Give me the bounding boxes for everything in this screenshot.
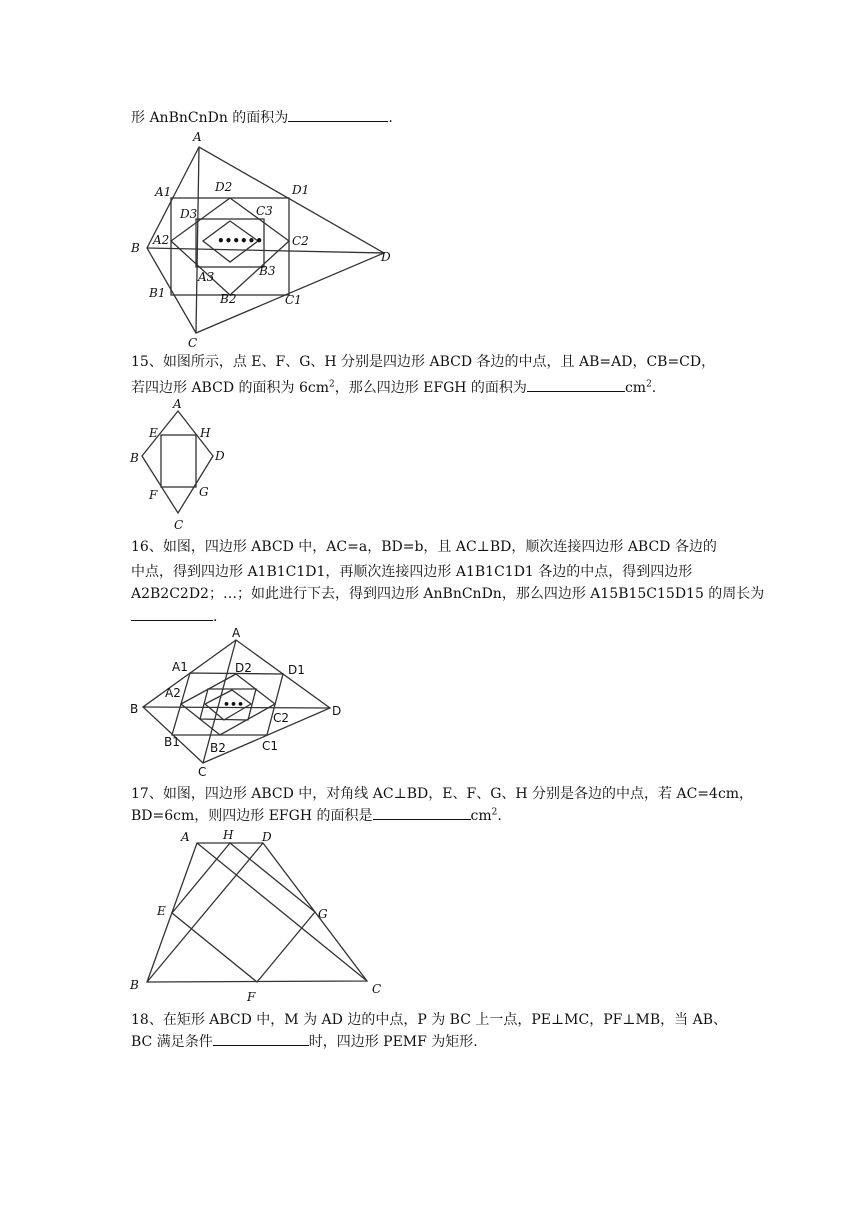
fig2-label-g: G [199, 485, 209, 499]
fig1-label-c1: C1 [285, 293, 302, 307]
q15-unit: cm [624, 380, 647, 396]
fig1-dots: •••••• [217, 234, 264, 248]
fig4-label-e: E [157, 904, 166, 918]
fig4-quad-abcd [147, 843, 367, 982]
fig3-label-c1: C1 [262, 739, 279, 753]
fig1-label-c2: C2 [292, 234, 309, 248]
fig2-label-a: A [173, 397, 182, 411]
fig2-label-h: H [200, 426, 211, 440]
fig4-label-c: C [372, 982, 382, 996]
fig3-label-a1: A1 [172, 660, 188, 674]
fig3-label-c: C [198, 765, 207, 779]
fig1-label-a: A [193, 130, 202, 144]
q17-line-1: 17、如图，四边形 ABCD 中，对角线 AC⊥BD，E、F、G、H 分别是各边的中点，若 AC=4cm， [131, 786, 754, 802]
q18-line-1: 18、在矩形 ABCD 中，M 为 AD 边的中点，P 为 BC 上一点，PE⊥MC，PF⊥MB，当 AB、 [131, 1012, 727, 1028]
fig4-label-g: G [318, 907, 328, 921]
fig3-label-c2: C2 [273, 711, 290, 725]
answer-blank-18[interactable] [213, 1031, 309, 1046]
fig2-label-c: C [174, 518, 184, 532]
q17-period: . [497, 808, 502, 824]
fig2-label-f: F [149, 488, 158, 502]
q18-line-2 [131, 1031, 731, 1053]
q15-sup-b: 2 [646, 379, 652, 390]
q18-text-a: BC 满足条件 [131, 1034, 213, 1050]
fig1-label-b2: B2 [220, 292, 237, 306]
q15-text-b: ，那么四边形 EFGH 的面积为 [334, 380, 527, 396]
q16-line-2: 中点，得到四边形 A1B1C1D1，再顺次连接四边形 A1B1C1D1 各边的中点，得到四边形 [131, 564, 693, 580]
fig4-label-h: H [223, 828, 234, 842]
fig3-label-b1: B1 [164, 735, 180, 749]
fig1-label-b: B [131, 241, 140, 255]
fig1-label-a3: A3 [198, 270, 215, 284]
fig3-label-a: A [232, 626, 241, 640]
fig4-label-f: F [247, 990, 256, 1004]
fig4-quad-efgh [172, 843, 315, 982]
fig3-label-a2: A2 [165, 686, 181, 700]
q18-text-b: 时，四边形 PEMF 为矩形. [308, 1034, 478, 1050]
fig3-dots: ••• [223, 698, 245, 711]
fig2-label-e: E [149, 426, 158, 440]
q17-sup: 2 [491, 807, 498, 818]
fig4-label-a: A [181, 830, 190, 844]
fig1-label-a1: A1 [155, 185, 172, 199]
q14-period: . [388, 110, 393, 126]
fig2-label-b: B [130, 451, 139, 465]
fig3-label-b2: B2 [210, 741, 226, 755]
q16-period: . [213, 609, 218, 625]
fig1-label-c: C [188, 336, 198, 350]
fig1-label-d2: D2 [215, 180, 233, 194]
q15-sup-a: 2 [328, 379, 335, 390]
fig1-label-b1: B1 [149, 286, 166, 300]
fig3-label-d1: D1 [288, 663, 305, 677]
q15-line-2: 若四边形 ABCD 的面积为 $6cm^2$，那么四边形 EFGH 的面积为 $cm^2$. [131, 377, 731, 399]
q15-text-a: 若四边形 ABCD 的面积为 6cm [131, 380, 329, 396]
q16-line-3: A2B2C2D2；…；如此进行下去，得到四边形 AnBnCnDn，那么四边形 A15B15C15D15 的周长为 [131, 586, 765, 602]
fig3-label-d2: D2 [235, 661, 252, 675]
fig1-label-d1: D1 [292, 183, 310, 197]
q17-unit: cm [470, 808, 492, 824]
fig4-diag-ac [197, 843, 367, 981]
fig1-label-a2: A2 [153, 233, 170, 247]
q15-line-1: 15、如图所示，点 E、F、G、H 分别是四边形 ABCD 各边的中点，且 AB=AD，CB=CD， [131, 354, 716, 370]
fig1-label-d: D [381, 250, 391, 264]
fig1-label-b3: B3 [259, 264, 276, 278]
fig1-label-d3: D3 [180, 207, 198, 221]
fig3-label-d: D [332, 704, 342, 718]
q17-text: BD=6cm，则四边形 EFGH 的面积是 [131, 808, 373, 824]
fig3-label-b: B [130, 702, 139, 716]
fig4-label-b: B [130, 978, 139, 992]
fig2-label-d: D [215, 449, 225, 463]
q16-line-1: 16、如图，四边形 ABCD 中，AC=a，BD=b，且 AC⊥BD，顺次连接四边形 ABCD 各边的 [131, 539, 717, 555]
fig4-label-d: D [262, 830, 272, 844]
fig1-label-c3: C3 [256, 204, 273, 218]
q14-text: 形 AnBnCnDn 的面积为 [131, 110, 289, 126]
